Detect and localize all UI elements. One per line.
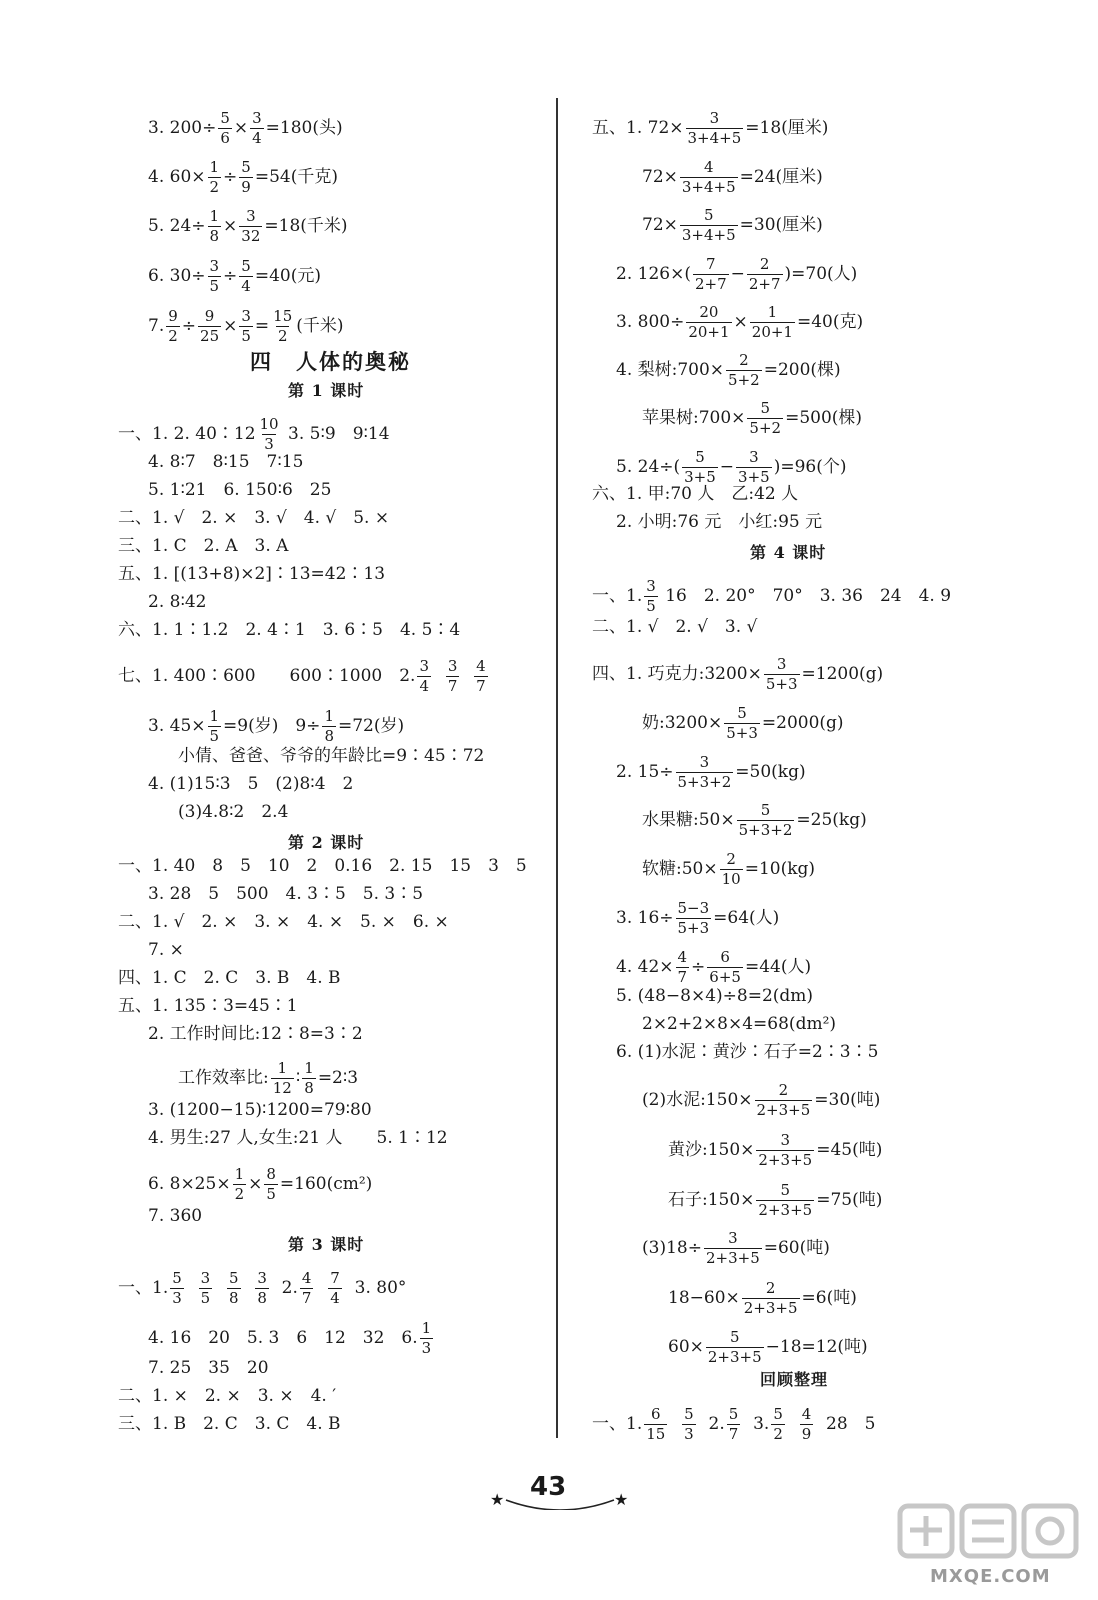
answer-line: 4. 42× $\frac{4}{7}$ ÷ $\frac{6}{6+5}$ =44(人): [616, 947, 812, 986]
answer-line: 六、1. 甲:70 人 乙:42 人: [592, 484, 799, 504]
answer-6: 6. 30÷ $\frac{3}{5}$ ÷ $\frac{5}{4}$ =40(元): [148, 256, 321, 295]
fraction: $\frac{3}{7}$: [447, 656, 458, 695]
section-title: 四 人体的奥秘: [250, 349, 411, 374]
star-icon: ★: [614, 1490, 629, 1509]
fraction: $\frac{5}{5+2}$: [749, 398, 782, 437]
lesson-1-line: 4. (1)15∶3 5 (2)8∶4 2: [148, 774, 354, 794]
lesson-1-title: 第 1 课时: [288, 381, 365, 400]
answer-line: 4. 梨树:700× $\frac{2}{5+2}$ =200(棵): [616, 350, 841, 389]
answer-line: 石子:150× $\frac{5}{2+3+5}$ =75(吨): [668, 1180, 883, 1219]
answer-4: 4. 60× $\frac{1}{2}$ ÷ $\frac{5}{9}$ =54(千克): [148, 157, 338, 196]
fraction: $\frac{15}{2}$: [273, 306, 293, 345]
page-number: 43: [530, 1472, 567, 1502]
lesson-1-line: 小倩、爸爸、爷爷的年龄比=9∶45∶72: [178, 746, 485, 766]
answer-line: 二、1. √ 2. √ 3. √: [592, 617, 758, 637]
lesson-2-line: 6. 8×25× $\frac{1}{2}$ × $\frac{8}{5}$ =160(cm²): [148, 1164, 373, 1203]
lesson-1-line: 六、1. 1∶1.2 2. 4∶1 3. 6∶5 4. 5∶4: [118, 620, 461, 640]
fraction: $\frac{2}{2+3+5}$: [743, 1278, 798, 1317]
fraction: $\frac{5}{3+4+5}$: [681, 205, 736, 244]
lesson-2-line: 7. 360: [148, 1206, 203, 1226]
fraction: $\frac{4}{3+4+5}$: [681, 157, 736, 196]
fraction: $\frac{5}{3}$: [684, 1404, 694, 1443]
lesson-3-line: 二、1. × 2. × 3. × 4. ′: [118, 1386, 337, 1406]
fraction: $\frac{7}{4}$: [330, 1268, 340, 1307]
fraction: $\frac{5}{5+3}$: [726, 703, 758, 742]
lesson-2-title: 第 2 课时: [288, 833, 365, 852]
answer-line: 3. 16÷ $\frac{5-3}{5+3}$ =64(人): [616, 898, 780, 937]
fraction: $\frac{1}{2}$: [209, 157, 220, 196]
fraction: $\frac{2}{2+7}$: [748, 254, 781, 293]
answer-line: 奶:3200× $\frac{5}{5+3}$ =2000(g): [642, 703, 844, 742]
fraction: $\frac{5}{6}$: [220, 108, 230, 147]
fraction: $\frac{3}{5}$: [241, 306, 251, 345]
fraction: $\frac{4}{7}$: [677, 947, 688, 986]
answer-line: 一、1. $\frac{3}{5}$ 16 2. 20° 70° 3. 36 24 4. 9: [592, 576, 952, 615]
fraction: $\frac{3}{32}$: [241, 206, 261, 245]
fraction: $\frac{1}{8}$: [304, 1058, 314, 1097]
lesson-1-line: 一、1. 2. 40∶12 $\frac{10}{3}$ 3. 5∶9 9∶14: [118, 414, 390, 453]
fraction: $\frac{1}{3}$: [421, 1318, 432, 1357]
fraction: $\frac{2}{10}$: [721, 849, 741, 888]
answer-line: 四、1. 巧克力:3200× $\frac{3}{5+3}$ =1200(g): [592, 654, 884, 693]
fraction: $\frac{1}{5}$: [209, 706, 220, 745]
answer-line: 2. 126×( $\frac{7}{2+7}$ − $\frac{2}{2+7}$ )=70(人): [616, 254, 858, 293]
fraction: $\frac{20}{20+1}$: [688, 302, 730, 341]
lesson-2-line: 3. (1200−15)∶1200=79∶80: [148, 1100, 372, 1120]
answer-line: 五、1. 72× $\frac{3}{3+4+5}$ =18(厘米): [592, 108, 829, 147]
lesson-1-line: 三、1. C 2. A 3. A: [118, 536, 289, 556]
review-title: 回顾整理: [760, 1370, 829, 1389]
fraction: $\frac{5}{8}$: [228, 1268, 239, 1307]
fraction: $\frac{5}{3+5}$: [684, 447, 716, 486]
fraction: $\frac{1}{8}$: [209, 206, 220, 245]
fraction: $\frac{5}{3}$: [172, 1268, 182, 1307]
fraction: $\frac{4}{7}$: [476, 656, 486, 695]
lesson-3-line: 三、1. B 2. C 3. C 4. B: [118, 1414, 341, 1434]
answer-line: 软糖:50× $\frac{2}{10}$ =10(kg): [642, 849, 816, 888]
answer-line: 6. (1)水泥∶黄沙∶石子=2∶3∶5: [616, 1042, 879, 1062]
answer-line: 一、1. $\frac{6}{15}$ $\frac{5}{3}$ 2. $\frac{5}{7}$ 3. $\frac{5}{2}$ $\frac{4}{9}$ 28 5: [592, 1404, 876, 1443]
fraction: $\frac{3}{5}$: [200, 1268, 211, 1307]
fraction: $\frac{3}{3+4+5}$: [687, 108, 742, 147]
answer-line: 60× $\frac{5}{2+3+5}$ −18=12(吨): [668, 1327, 868, 1366]
fraction: $\frac{3}{3+5}$: [738, 447, 770, 486]
lesson-3-line: 4. 16 20 5. 3 6 12 32 6. $\frac{1}{3}$: [148, 1318, 432, 1357]
fraction: $\frac{1}{2}$: [234, 1164, 245, 1203]
fraction: $\frac{6}{15}$: [646, 1404, 666, 1443]
fraction: $\frac{5}{2}$: [773, 1404, 783, 1443]
fraction: $\frac{1}{20+1}$: [751, 302, 793, 341]
lesson-1-line: 2. 8∶42: [148, 592, 207, 612]
fraction: $\frac{3}{8}$: [257, 1268, 267, 1307]
fraction: $\frac{2}{5+2}$: [728, 350, 760, 389]
star-icon: ★: [490, 1490, 505, 1509]
fraction: $\frac{9}{2}$: [168, 306, 178, 345]
lesson-1-line: 5. 1∶21 6. 150∶6 25: [148, 480, 332, 500]
lesson-1-line: 二、1. √ 2. × 3. √ 4. √ 5. ×: [118, 508, 390, 528]
watermark-text: MXQE.COM: [930, 1566, 1051, 1587]
lesson-3-line: 7. 25 35 20: [148, 1358, 269, 1378]
fraction: $\frac{5}{2+3+5}$: [707, 1327, 762, 1366]
fraction: $\frac{9}{25}$: [200, 306, 220, 345]
answer-3: 3. 200÷ $\frac{5}{6}$ × $\frac{3}{4}$ =180(头): [148, 108, 343, 147]
lesson-2-line: 2. 工作时间比:12∶8=3∶2: [148, 1024, 363, 1044]
lesson-2-line: 二、1. √ 2. × 3. × 4. × 5. × 6. ×: [118, 912, 449, 932]
lesson-4-title: 第 4 课时: [750, 543, 827, 562]
lesson-2-line: 一、1. 40 8 5 10 2 0.16 2. 15 15 3 5: [118, 856, 527, 876]
fraction: $\frac{5}{4}$: [241, 256, 251, 295]
lesson-2-line: 五、1. 135∶3=45∶1: [118, 996, 298, 1016]
fraction: $\frac{3}{4}$: [419, 656, 429, 695]
answer-line: 72× $\frac{4}{3+4+5}$ =24(厘米): [642, 157, 823, 196]
fraction: $\frac{3}{5+3+2}$: [677, 752, 732, 791]
fraction: $\frac{10}{3}$: [259, 414, 279, 453]
fraction: $\frac{3}{4}$: [252, 108, 262, 147]
column-divider: [556, 98, 558, 1438]
lesson-3-line: 一、1. $\frac{5}{3}$ $\frac{3}{5}$ $\frac{5}{8}$ $\frac{3}{8}$ 2. $\frac{4}{7}$ $\frac{7}{4}$ 3. 80°: [118, 1268, 407, 1307]
fraction: $\frac{1}{8}$: [324, 706, 334, 745]
fraction: $\frac{4}{9}$: [801, 1404, 812, 1443]
fraction: $\frac{5}{7}$: [728, 1404, 739, 1443]
answer-7: 7. $\frac{9}{2}$ ÷ $\frac{9}{25}$ × $\frac{3}{5}$ = $\frac{15}{2}$ (千米): [148, 306, 344, 345]
lesson-1-line: 3. 45× $\frac{1}{5}$ =9(岁) 9÷ $\frac{1}{8}$ =72(岁): [148, 706, 405, 745]
fraction: $\frac{3}{2+3+5}$: [758, 1130, 813, 1169]
fraction: $\frac{3}{2+3+5}$: [705, 1228, 760, 1267]
fraction: $\frac{5}{5+3+2}$: [738, 800, 793, 839]
answer-line: 72× $\frac{5}{3+4+5}$ =30(厘米): [642, 205, 823, 244]
lesson-1-line: 4. 8∶7 8∶15 7∶15: [148, 452, 304, 472]
fraction: $\frac{3}{5+3}$: [765, 654, 798, 693]
answer-line: 黄沙:150× $\frac{3}{2+3+5}$ =45(吨): [668, 1130, 883, 1169]
fraction: $\frac{1}{12}$: [272, 1058, 292, 1097]
fraction: $\frac{5-3}{5+3}$: [677, 898, 710, 937]
fraction: $\frac{3}{5}$: [646, 576, 656, 615]
answer-line: 2×2+2×8×4=68(dm²): [642, 1014, 837, 1034]
answer-line: (3)18÷ $\frac{3}{2+3+5}$ =60(吨): [642, 1228, 830, 1267]
lesson-2-line: 四、1. C 2. C 3. B 4. B: [118, 968, 341, 988]
lesson-1-line: (3)4.8∶2 2.4: [178, 802, 289, 822]
lesson-1-line: 五、1. [(13+8)×2]∶13=42∶13: [118, 564, 386, 584]
lesson-2-line: 3. 28 5 500 4. 3∶5 5. 3∶5: [148, 884, 424, 904]
lesson-2-line: 4. 男生:27 人,女生:21 人 5. 1∶12: [148, 1128, 448, 1148]
answer-line: 5. 24÷( $\frac{5}{3+5}$ − $\frac{3}{3+5}$ )=96(个): [616, 447, 847, 486]
answer-line: 18−60× $\frac{2}{2+3+5}$ =6(吨): [668, 1278, 857, 1317]
answer-5: 5. 24÷ $\frac{1}{8}$ × $\frac{3}{32}$ =18(千米): [148, 206, 348, 245]
fraction: $\frac{6}{6+5}$: [709, 947, 741, 986]
answer-line: 苹果树:700× $\frac{5}{5+2}$ =500(棵): [642, 398, 863, 437]
fraction: $\frac{5}{2+3+5}$: [758, 1180, 813, 1219]
answer-line: 2. 小明:76 元 小红:95 元: [616, 512, 823, 532]
lesson-3-title: 第 3 课时: [288, 1235, 365, 1254]
fraction: $\frac{3}{5}$: [209, 256, 220, 295]
fraction: $\frac{4}{7}$: [301, 1268, 312, 1307]
answer-line: 2. 15÷ $\frac{3}{5+3+2}$ =50(kg): [616, 752, 806, 791]
fraction: $\frac{7}{2+7}$: [694, 254, 727, 293]
fraction: $\frac{2}{2+3+5}$: [756, 1080, 811, 1119]
fraction: $\frac{5}{9}$: [241, 157, 251, 196]
answer-line: 5. (48−8×4)÷8=2(dm): [616, 986, 814, 1006]
answer-line: (2)水泥:150× $\frac{2}{2+3+5}$ =30(吨): [642, 1080, 881, 1119]
fraction: $\frac{8}{5}$: [266, 1164, 276, 1203]
lesson-2-line: 工作效率比: $\frac{1}{12}$ ∶ $\frac{1}{8}$ =2∶3: [178, 1058, 359, 1097]
answer-line: 水果糖:50× $\frac{5}{5+3+2}$ =25(kg): [642, 800, 867, 839]
answer-line: 3. 800÷ $\frac{20}{20+1}$ × $\frac{1}{20+1}$ =40(克): [616, 302, 864, 341]
lesson-2-line: 7. ×: [148, 940, 184, 960]
lesson-1-line: 七、1. 400∶600 600∶1000 2. $\frac{3}{4}$ $\frac{3}{7}$ $\frac{4}{7}$: [118, 656, 486, 695]
